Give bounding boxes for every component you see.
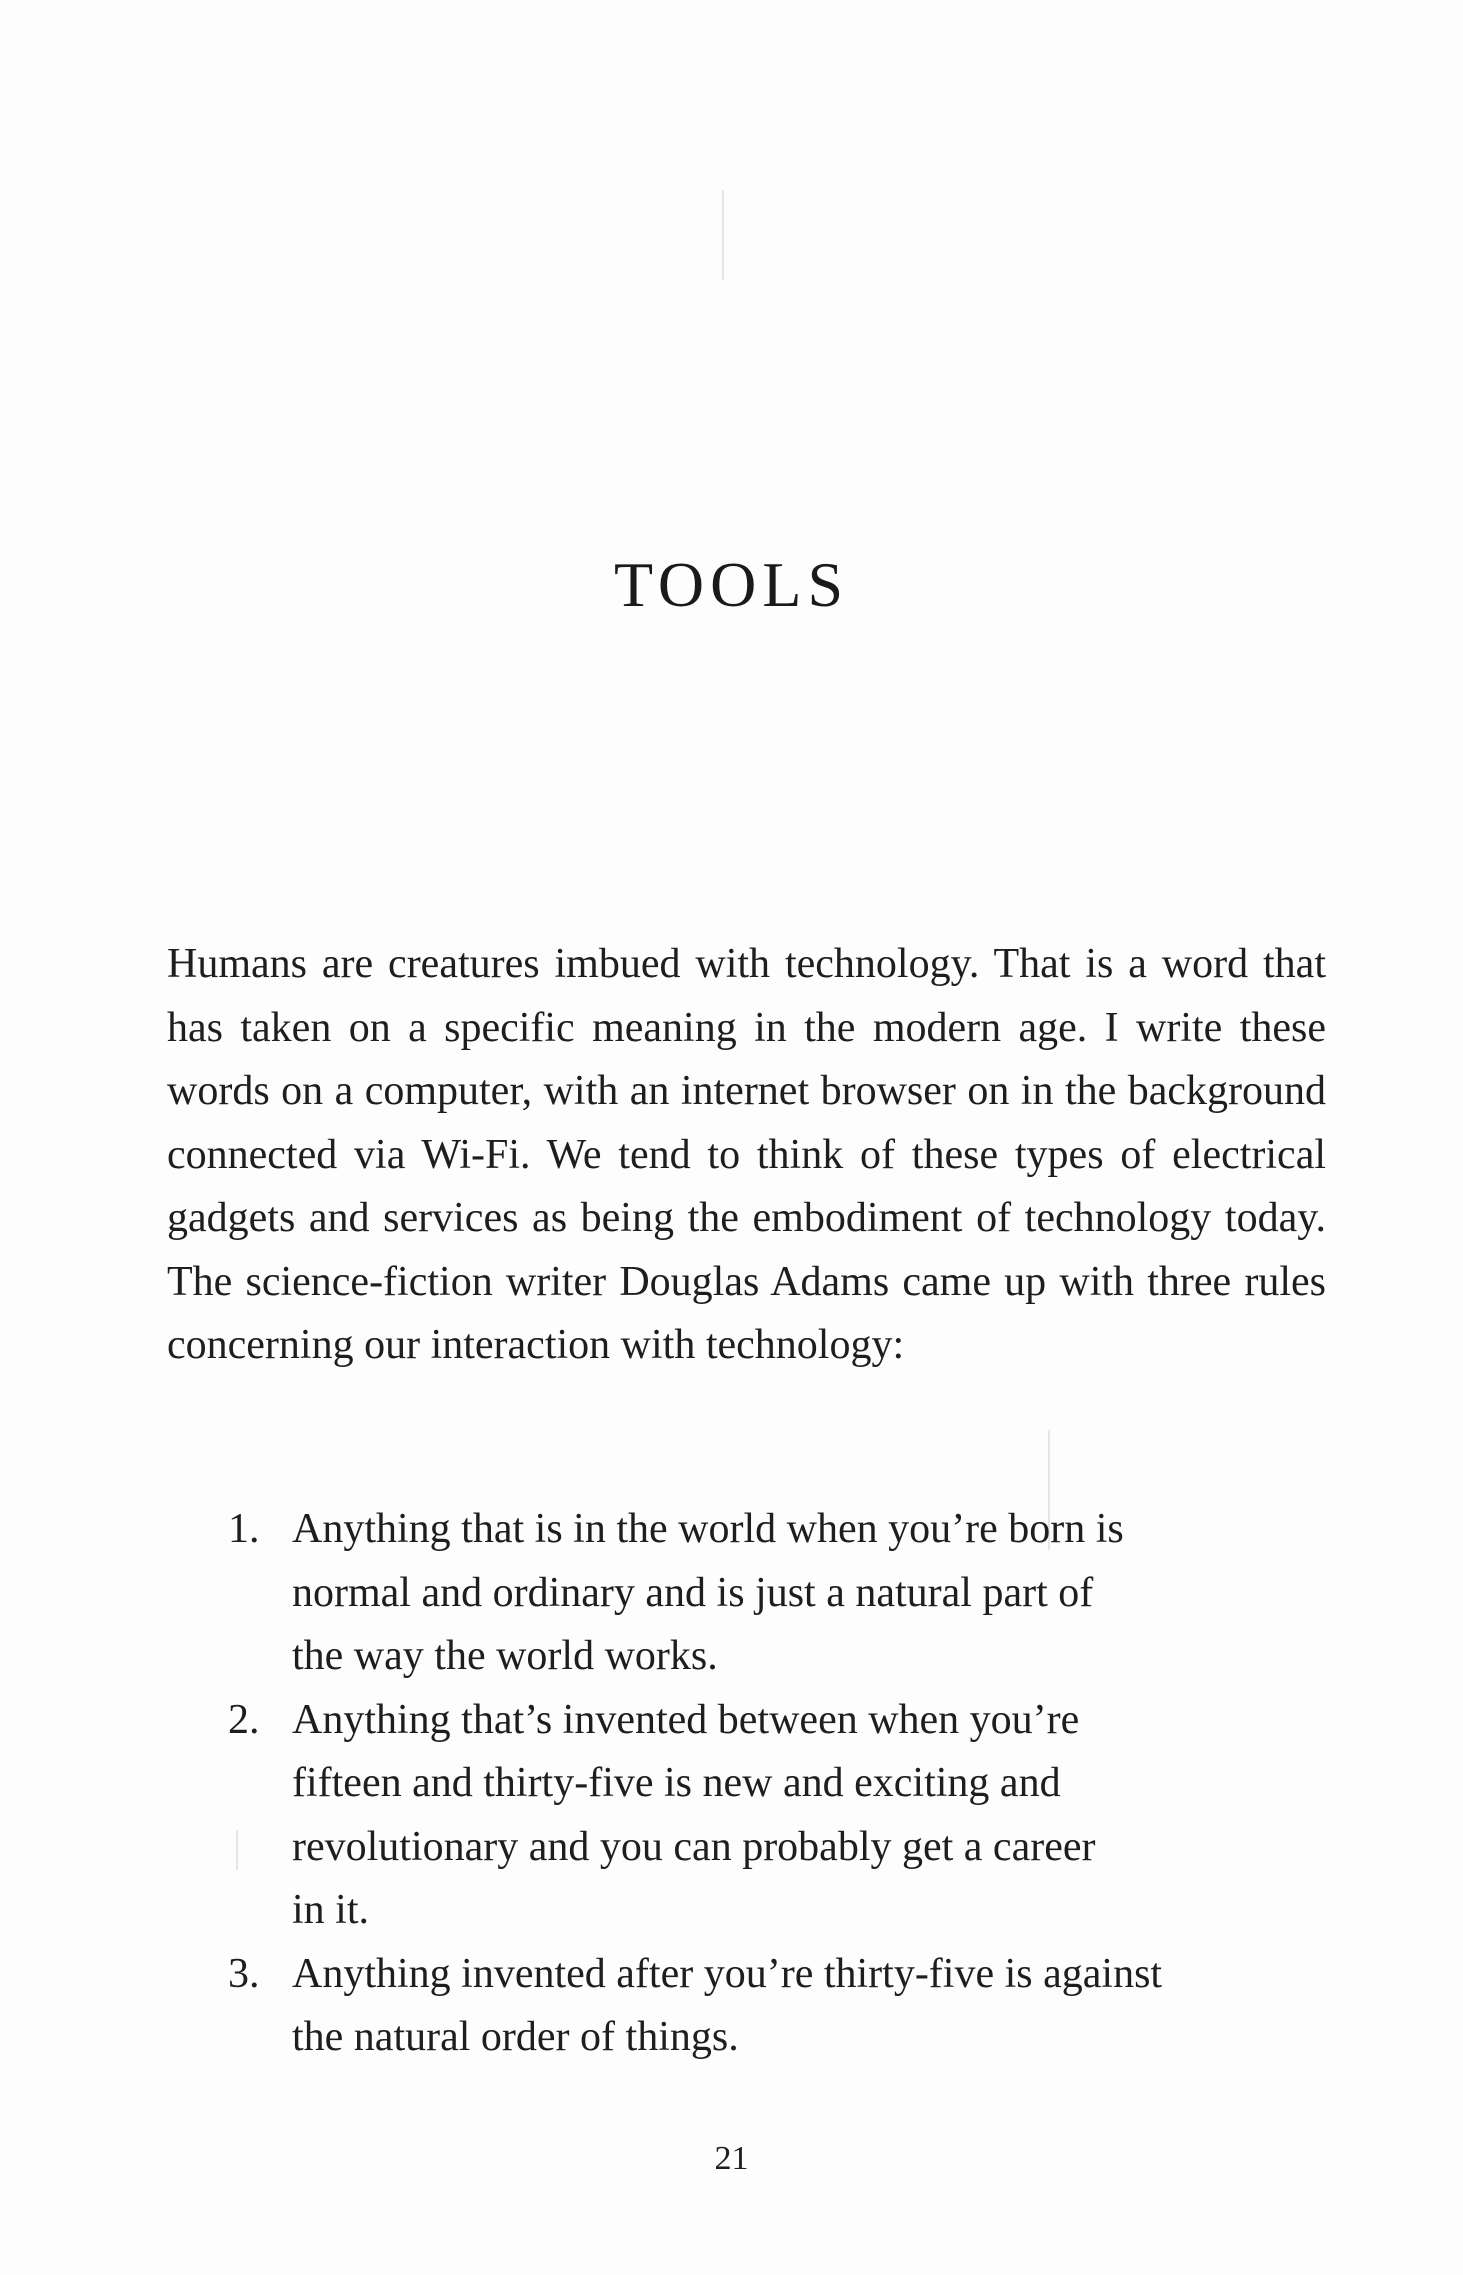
list-item-line: Anything that is in the world when you’re born is — [292, 1506, 1124, 1552]
list-item-line: normal and ordinary and is just a natural part of — [292, 1569, 1094, 1616]
page-number: 21 — [714, 2140, 749, 2177]
list-item-line: in it. — [292, 1887, 370, 1933]
list-item-text — [292, 1498, 1248, 1689]
list-item-number: 3. — [228, 1950, 260, 1997]
list-item — [228, 1498, 1248, 1689]
list-item-line: revolutionary and you can probably get a career — [292, 1823, 1096, 1870]
list-item — [228, 1689, 1248, 1943]
chapter-title: TOOLS — [613, 549, 850, 620]
body-paragraph: Humans are creatures imbued with technology. That is a word that has taken on a specific meaning in the modern age. I write these words on a computer, with an internet browser on in the background connected via Wi-Fi. We tend to think of these types of electrical gadgets and services as being the embodiment of technology today. The science-fiction writer Douglas Adams came up with three rules concerning our interaction with technology: — [167, 941, 1326, 1368]
list-item-line: the natural order of things. — [292, 2014, 739, 2060]
rules-list — [228, 1498, 1248, 2070]
list-item-number: 1. — [228, 1506, 260, 1552]
list-item-text — [292, 1689, 1248, 1943]
scan-mark — [722, 190, 724, 280]
list-item-number: 2. — [228, 1696, 260, 1743]
list-item-line: fifteen and thirty-five is new and exciting and — [292, 1760, 1061, 1806]
list-item-line: Anything that’s invented between when you’re — [292, 1696, 1080, 1743]
list-item — [228, 1943, 1248, 2070]
list-item-text — [292, 1943, 1248, 2070]
list-item-line: Anything invented after you’re thirty-five is against — [292, 1950, 1163, 1997]
list-item-line: the way the world works. — [292, 1633, 718, 1679]
